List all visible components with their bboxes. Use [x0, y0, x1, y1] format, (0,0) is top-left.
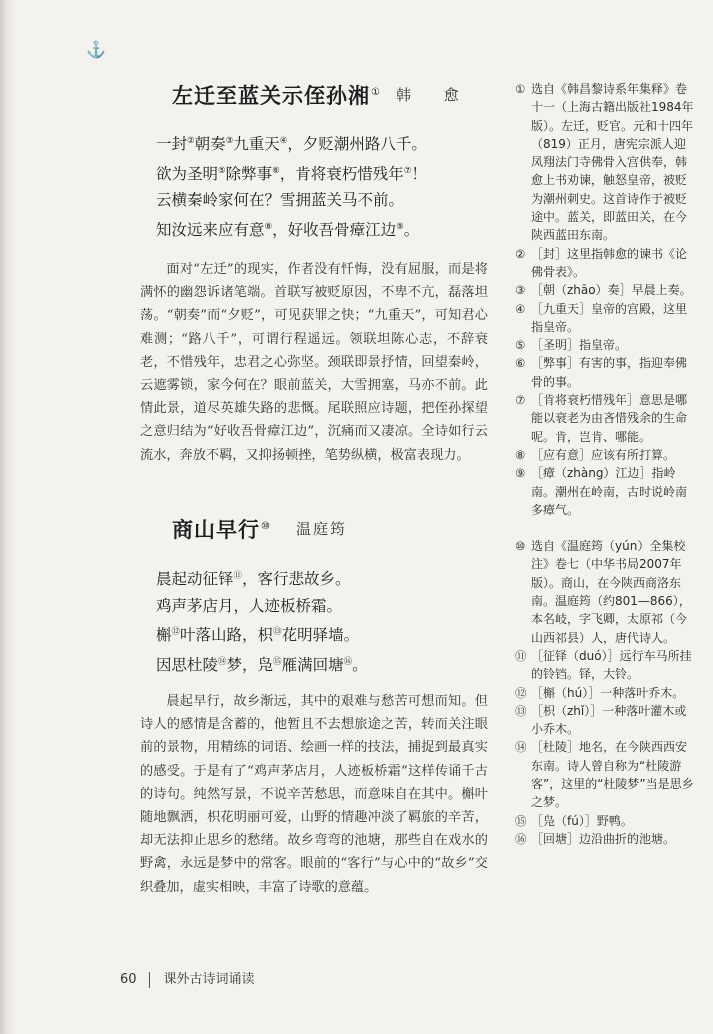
- verse-line: 一封②朝奏③九重天④，夕贬潮州路八千。: [156, 135, 427, 154]
- verse-line: 欲为圣明⑤除弊事⑥，肯将衰朽惜残年⑦！: [156, 164, 427, 183]
- footnote: ⑦ ［肯将衰朽惜残年］意思是哪能以衰老为由吝惜残余的生命呢。肯，岂肯、哪能。: [515, 393, 688, 444]
- footnote: ⑤ ［圣明］指皇帝。: [515, 338, 628, 353]
- footnote: ⑥ ［弊事］有害的事，指迎奉佛骨的事。: [515, 356, 688, 389]
- poem-title: [172, 514, 271, 544]
- verse-line: 槲⑫叶落山路，枳⑬花明驿墙。: [156, 626, 360, 645]
- commentary-paragraph: 晨起早行，故乡渐远，其中的艰难与愁苦可想而知。但诗人的感情是含蓄的，他暂且不去想旅途之苦，转而关注眼前的景物，用精练的词语、绘画一样的技法，捕捉到最真实的感受。于是有了“鸡声茅店月，人迹板桥霜”这样传诵千古的诗句。纯然写景，不说辛苦愁思，而意味自在其中。槲叶随地飘洒，枳花明丽可爱，山野的情趣冲淡了羁旅的辛苦，却无法抑止思乡的愁绪。故乡弯弯的池塘，那些自在戏水的野禽，永远是梦中的常客。眼前的“客行”与心中的“故乡”交织叠加，虚实相映，丰富了诗歌的意蕴。: [140, 694, 488, 895]
- page-edge-shadow: [0, 0, 18, 1034]
- poem-verse: [156, 563, 368, 678]
- book-title: 课外古诗词诵读: [163, 972, 255, 987]
- footnote: ② ［封］这里指韩愈的谏书《论佛骨表》。: [515, 246, 688, 279]
- footnote: ① 选自《韩昌黎诗系年集释》卷十一（上海古籍出版社1984年版）。左迁，贬官。元和十四年（819）正月，唐宪宗派人迎凤翔法门寺佛骨入宫供奉，韩愈上书劝谏，触怒皇帝，被贬为潮州刺史。这首诗作于被贬途中。蓝关，即蓝田关，在今陕西蓝田东南。: [515, 82, 694, 243]
- poem-author: 韩 愈: [396, 86, 473, 104]
- footer-divider: [149, 972, 150, 988]
- footnote: ④ ［九重天］皇帝的宫殿，这里指皇帝。: [515, 301, 688, 334]
- verse-line: 云横秦岭家何在？雪拥蓝关马不前。: [156, 191, 405, 210]
- verse-line: 晨起动征铎⑪，客行悲故乡。: [156, 570, 351, 589]
- verse-line: 知汝远来应有意⑧，好收吾骨瘴江边⑨。: [156, 220, 420, 239]
- poem-title: [172, 80, 381, 110]
- poem-title-text: 左迁至蓝关示侄孙湘: [172, 83, 370, 108]
- footnote: ③ ［朝（zhāo）奏］早晨上奏。: [515, 283, 692, 298]
- footnote: ⑯ ［回塘］边沿曲折的池塘。: [515, 831, 676, 846]
- poem-author: 温庭筠: [296, 520, 348, 538]
- footnote: ⑩ 选自《温庭筠（yún）全集校注》卷七（中华书局2007年版）。商山，在今陕西商洛东南。温庭筠（约801—866），本名岐，字飞卿，太原祁（今山西祁县）人，唐代诗人。: [515, 539, 691, 645]
- commentary-paragraph: 面对“左迁”的现实，作者没有忏悔，没有屈服，而是将满怀的幽怨诉诸笔端。首联写被贬原因，不卑不亢，磊落坦荡。“朝奏”而“夕贬”，可见获罪之快；“九重天”，可知君心难测；“路八千”，可谓行程遥远。领联坦陈心志，不辞衰老，不惜残年，忠君之心弥坚。颈联即景抒情，回望秦岭，云遮雾锁，家今何在？眼前蓝关，大雪拥塞，马亦不前。此情此景，道尽英雄失路的悲慨。尾联照应诗题，把侄孙探望之意归结为“好收吾骨瘴江边”，沉痛而又凄凉。全诗如行云流水，奔放不羁，又抑扬顿挫，笔势纵横，极富表现力。: [140, 262, 488, 463]
- poem-commentary: [140, 690, 488, 899]
- footnote: ⑪ ［征铎（duó）］远行车马所挂的铃铛。铎，大铃。: [515, 648, 692, 682]
- footnote-ref: ⑩: [261, 521, 271, 532]
- footnote: ⑧ ［应有意］应该有所打算。: [515, 447, 676, 462]
- poem-title-text: 商山早行: [172, 517, 260, 542]
- verse-line: 鸡声茅店月，人迹板桥霜。: [156, 596, 343, 615]
- anchor-icon: ⚓: [86, 40, 106, 59]
- footnote: ⑮ ［凫（fú）］野鸭。: [515, 813, 633, 828]
- footnote: ⑭ ［杜陵］地名，在今陕西西安东南。诗人曾自称为“杜陵游客”，这里的“杜陵梦”当是思乡之梦。: [515, 740, 694, 810]
- poem-commentary: [140, 258, 488, 467]
- page-number: 60: [120, 972, 137, 987]
- verse-line: 因思杜陵⑭梦，凫⑮雁满回塘⑯。: [156, 655, 368, 674]
- footnote-ref: ①: [371, 87, 381, 98]
- footnote: ⑬ ［枳（zhǐ）］一种落叶灌木或小乔木。: [515, 703, 687, 737]
- footnote: ⑨ ［瘴（zhàng）江边］指岭南。潮州在岭南，古时说岭南多瘴气。: [515, 466, 688, 517]
- poem-verse: [156, 128, 427, 243]
- footnotes-column: [515, 80, 695, 848]
- page-footer: [120, 968, 255, 988]
- footnote: ⑫ ［槲（hú）］一种落叶乔木。: [515, 685, 685, 700]
